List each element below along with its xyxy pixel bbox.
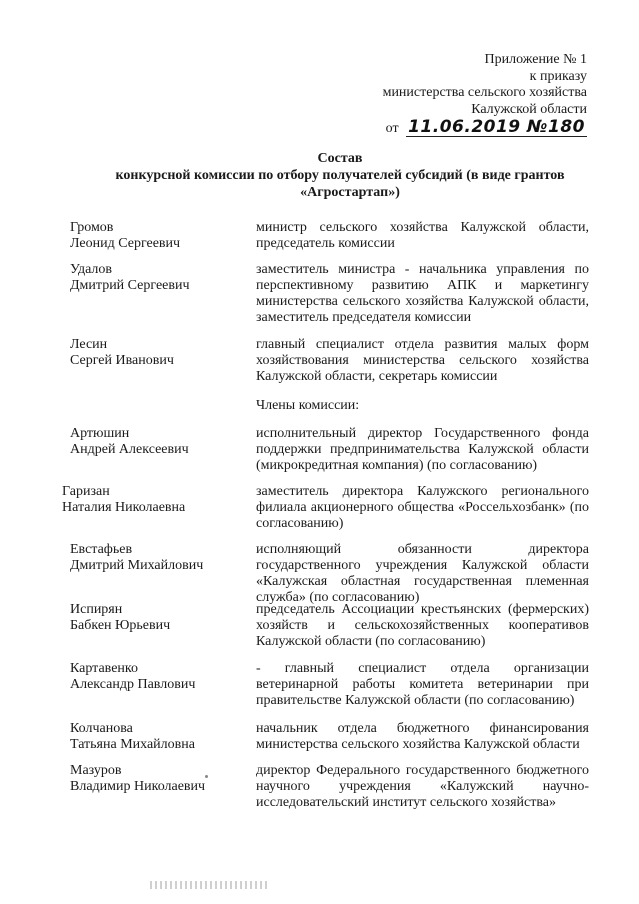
member-given-name: Татьяна Михайловна <box>70 737 195 752</box>
member-role: заместитель директора Калужского регионального филиала акционерного общества «Россельхозбанк» (по согласованию) <box>256 484 589 531</box>
scan-speck <box>205 775 208 778</box>
member-role: - главный специалист отдела организации ветеринарной работы комитета ветеринарии при правительстве Калужской области (по согласованию) <box>256 661 589 708</box>
member-surname: Мазуров <box>70 763 122 778</box>
member-role: исполняющий обязанности директора государственного учреждения Калужской области «Калужская областная государственная племенная служба» (по согласованию) <box>256 542 589 605</box>
member-role: заместитель министра - начальника управления по перспективному развитию АПК и маркетингу министерства сельского хозяйства Калужской области, заместитель председателя комиссии <box>256 262 589 325</box>
member-name <box>70 763 255 795</box>
member-given-name: Леонид Сергеевич <box>70 236 181 251</box>
member-surname: Колчанова <box>70 721 133 736</box>
title-line-2: конкурсной комиссии по отбору получателей субсидий (в виде грантов <box>115 168 565 183</box>
member-given-name: Дмитрий Михайлович <box>70 558 204 573</box>
document-title <box>70 150 610 201</box>
member-name <box>62 484 247 516</box>
member-name <box>70 602 255 634</box>
member-role: министр сельского хозяйства Калужской области, председатель комиссии <box>256 220 589 251</box>
member-surname: Картавенко <box>70 661 139 676</box>
member-given-name: Дмитрий Сергеевич <box>70 278 190 293</box>
appendix-number: Приложение № 1 <box>484 52 587 67</box>
member-given-name: Александр Павлович <box>70 677 196 692</box>
member-name <box>70 262 255 294</box>
scan-artifact <box>150 881 270 889</box>
member-name <box>70 542 255 574</box>
member-name <box>70 721 255 753</box>
member-surname: Испирян <box>70 602 123 617</box>
member-name <box>70 220 255 252</box>
member-name <box>70 661 255 693</box>
date-prefix: от <box>385 121 399 136</box>
region-name: Калужской области <box>471 101 587 117</box>
member-name <box>70 426 255 458</box>
member-role: исполнительный директор Государственного фонда поддержки предпринимательства Калужской области (микрокредитная компания) (по согласованию) <box>256 426 589 473</box>
member-given-name: Сергей Иванович <box>70 353 174 368</box>
order-date-line <box>327 119 587 138</box>
member-given-name: Наталия Николаевна <box>62 500 186 515</box>
member-given-name: Бабкен Юрьевич <box>70 618 171 633</box>
member-given-name: Андрей Алексеевич <box>70 442 189 457</box>
member-surname: Гаризан <box>62 484 110 499</box>
members-label: Члены комиссии: <box>256 398 360 413</box>
member-surname: Громов <box>70 220 114 235</box>
member-surname: Евстафьев <box>70 542 133 557</box>
member-surname: Лесин <box>70 337 108 352</box>
member-role: начальник отдела бюджетного финансирования министерства сельского хозяйства Калужской области <box>256 721 589 752</box>
member-role: председатель Ассоциации крестьянских (фермерских) хозяйств и сельскохозяйственных кооперативов Калужской области (по согласованию) <box>256 602 589 649</box>
member-name <box>70 337 255 369</box>
member-given-name: Владимир Николаевич <box>70 779 206 794</box>
member-role: директор Федерального государственного бюджетного научного учреждения «Калужский научно-исследовательский институт сельского хозяйства» <box>256 763 589 810</box>
order-reference: к приказу <box>529 68 587 84</box>
handwritten-date: 11.06.2019 №180 <box>408 117 585 137</box>
appendix-header <box>327 52 587 138</box>
title-line-3: «Агростартап») <box>300 185 400 200</box>
member-role: главный специалист отдела развития малых форм хозяйствования министерства сельского хозяйства Калужской области, секретарь комиссии <box>256 337 589 384</box>
title-line-1: Состав <box>317 151 363 166</box>
member-surname: Артюшин <box>70 426 130 441</box>
member-surname: Удалов <box>70 262 113 277</box>
ministry-name: министерства сельского хозяйства <box>382 85 587 100</box>
